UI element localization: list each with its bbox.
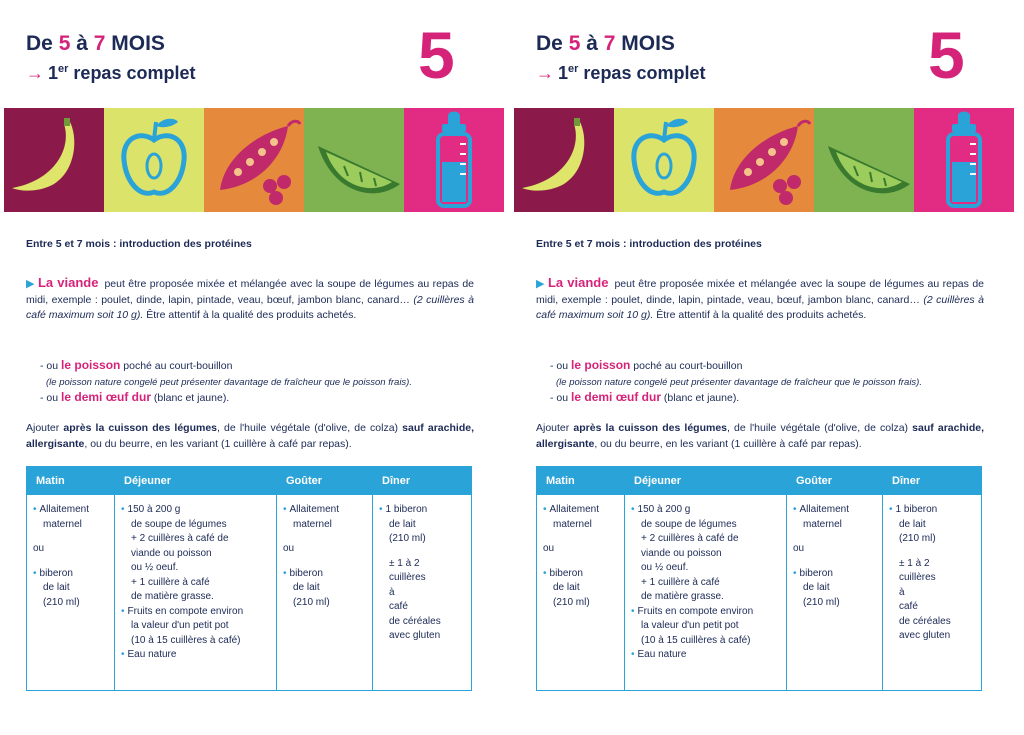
huile-paragraph: Ajouter après la cuisson des légumes, de l'huile végétale (d'olive, de colza) sauf arachide, allergisante, ou du beurre, en les variant (1 cuillère à café par repas). (26, 422, 474, 450)
alternatives-list (40, 358, 480, 407)
column-header: Dîner (883, 467, 981, 495)
arrow-icon: → (536, 63, 554, 83)
list-item: - ou le demi œuf dur (blanc et jaune). (40, 390, 230, 404)
age-to: 7 (603, 32, 616, 55)
column-header: Dîner (373, 467, 471, 495)
column-matin: Matin • Allaitement maternel ou • biberon de lait (210 ml) (27, 467, 115, 690)
column-matin: Matin • Allaitement maternel ou • biberon de lait (210 ml) (537, 467, 625, 690)
column-dejeuner: Déjeuner • 150 à 200 g de soupe de légumes + 2 cuillères à café de viande ou poisson ou ½ oeuf. + 1 cuillère à café de matière grasse. • Fruits en compote environ la valeur d'un petit pot (10 à 15 cuillères à café) • Eau nature (625, 467, 787, 690)
section-number: 5 (928, 18, 965, 92)
right-page (514, 0, 1014, 735)
column-header: Déjeuner (625, 467, 786, 495)
column-header: Goûter (787, 467, 882, 495)
triangle-bullet-icon: ▶ (536, 278, 545, 290)
column-gouter: Goûter • Allaitement maternel ou • biberon de lait (210 ml) (277, 467, 373, 690)
page-subtitle: → 1er repas complet (536, 63, 706, 83)
poisson-note: (le poisson nature congelé peut présenter davantage de fraîcheur que le poisson frais). (46, 376, 412, 388)
column-header: Matin (537, 467, 624, 495)
list-item: - ou le poisson poché au court-bouillon (550, 358, 743, 372)
huile-paragraph: Ajouter après la cuisson des légumes, de l'huile végétale (d'olive, de colza) sauf arachide, allergisante, ou du beurre, en les variant (1 cuillère à café par repas). (536, 422, 984, 450)
meal-table (26, 466, 472, 691)
watermelon-icon (304, 108, 404, 212)
age-to: 7 (93, 32, 106, 55)
intro-heading: Entre 5 et 7 mois : introduction des protéines (536, 238, 762, 250)
page-title: De 5 à 7 MOIS (536, 32, 675, 55)
list-item: - ou le demi œuf dur (blanc et jaune). (550, 390, 740, 404)
column-dejeuner: Déjeuner • 150 à 200 g de soupe de légumes + 2 cuillères à café de viande ou poisson ou ½ oeuf. + 1 cuillère à café de matière grasse. • Fruits en compote environ la valeur d'un petit pot (10 à 15 cuillères à café) • Eau nature (115, 467, 277, 690)
section-number: 5 (418, 18, 455, 92)
watermelon-icon (814, 108, 914, 212)
intro-heading: Entre 5 et 7 mois : introduction des protéines (26, 238, 252, 250)
page-title: De 5 à 7 MOIS (26, 32, 165, 55)
list-item: - ou le poisson poché au court-bouillon (40, 358, 233, 372)
column-header: Déjeuner (115, 467, 276, 495)
peas-icon (204, 108, 304, 212)
banana-icon (514, 108, 614, 212)
baby-bottle-icon (914, 108, 1014, 212)
triangle-bullet-icon: ▶ (26, 278, 35, 290)
arrow-icon: → (26, 63, 44, 83)
poisson-note: (le poisson nature congelé peut présenter davantage de fraîcheur que le poisson frais). (556, 376, 922, 388)
alternatives-list (550, 358, 990, 407)
banana-icon (4, 108, 104, 212)
left-page (4, 0, 504, 735)
food-banner (4, 108, 504, 212)
age-from: 5 (568, 32, 581, 55)
column-header: Goûter (277, 467, 372, 495)
column-diner: Dîner • 1 biberon de lait (210 ml) ± 1 à 2 cuillères à café de céréales avec gluten (883, 467, 981, 690)
baby-bottle-icon (404, 108, 504, 212)
column-gouter: Goûter • Allaitement maternel ou • biberon de lait (210 ml) (787, 467, 883, 690)
viande-paragraph: ▶ La viande peut être proposée mixée et mélangée avec la soupe de légumes au repas de midi, exemple : poulet, dinde, lapin, pintade, veau, bœuf, jambon blanc, canard… (2 cuillères à café maximum soit 10 g). Être attentif à la qualité des produits achetés. (26, 275, 474, 321)
column-header: Matin (27, 467, 114, 495)
page-subtitle: → 1er repas complet (26, 63, 196, 83)
apple-icon (614, 108, 714, 212)
apple-icon (104, 108, 204, 212)
column-diner: Dîner • 1 biberon de lait (210 ml) ± 1 à 2 cuillères à café de céréales avec gluten (373, 467, 471, 690)
age-from: 5 (58, 32, 71, 55)
meal-table (536, 466, 982, 691)
viande-paragraph: ▶ La viande peut être proposée mixée et mélangée avec la soupe de légumes au repas de midi, exemple : poulet, dinde, lapin, pintade, veau, bœuf, jambon blanc, canard… (2 cuillères à café maximum soit 10 g). Être attentif à la qualité des produits achetés. (536, 275, 984, 321)
food-banner (514, 108, 1014, 212)
peas-icon (714, 108, 814, 212)
